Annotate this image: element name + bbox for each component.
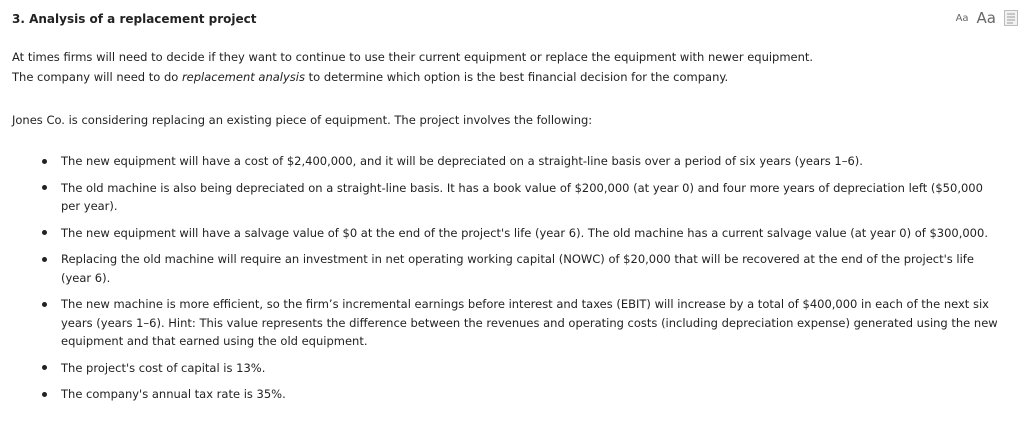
list-item-text: The project's cost of capital is 13%. bbox=[61, 360, 266, 375]
list-item-text: The company's annual tax rate is 35%. bbox=[61, 387, 286, 401]
intro-line-2 bbox=[12, 67, 1002, 87]
bullet-icon bbox=[42, 159, 47, 164]
toolbar bbox=[956, 10, 1018, 26]
bullet-icon bbox=[42, 185, 47, 190]
list-item bbox=[0, 152, 1000, 171]
bullet-icon bbox=[42, 257, 47, 262]
list-item-text: The new equipment will have a salvage value of $0 at the end of the project's life (year 6). The old machine has a current salvage value (at year 0) of $300,000. bbox=[61, 225, 988, 240]
intro-emphasis: replacement analysis bbox=[181, 70, 305, 84]
bullet-icon bbox=[42, 230, 47, 235]
increase-font-button[interactable]: Aa bbox=[976, 9, 996, 27]
project-details-list bbox=[0, 152, 1000, 412]
intro-line-2-start: The company will need to do bbox=[12, 70, 182, 84]
intro-paragraph bbox=[12, 47, 1002, 87]
document-lines-icon[interactable] bbox=[1004, 10, 1018, 26]
intro-line-2-end: to determine which option is the best financial decision for the company. bbox=[304, 70, 729, 84]
list-item bbox=[0, 224, 1000, 243]
list-item bbox=[0, 250, 1000, 287]
lead-sentence: Jones Co. is considering replacing an existing piece of equipment. The project involves the following: bbox=[12, 113, 593, 127]
bullet-icon bbox=[42, 302, 47, 307]
list-item bbox=[0, 179, 1000, 216]
intro-line-1: At times firms will need to decide if they want to continue to use their current equipment or replace the equipment with newer equipment. bbox=[12, 50, 814, 64]
list-item bbox=[0, 295, 1000, 351]
list-item bbox=[0, 385, 1000, 404]
decrease-font-button[interactable]: Aa bbox=[955, 13, 969, 24]
list-item-text: Replacing the old machine will require an investment in net operating working capital (NOWC) of $20,000 that will be recovered at the end of the project's life (year 6). bbox=[61, 252, 974, 285]
bullet-icon bbox=[42, 392, 47, 397]
list-item bbox=[0, 359, 1000, 378]
bullet-icon bbox=[42, 365, 47, 370]
list-item-text: The new machine is more efficient, so the firm’s incremental earnings before interest and taxes (EBIT) will increase by a total of $400,000 in each of the next six years (years 1–6). Hint: This value represents the difference between the revenues and operating costs (including depreciation expense) generated using the new equipment and that earned using the old equipment. bbox=[61, 297, 998, 348]
page-title: 3. Analysis of a replacement project bbox=[12, 12, 257, 26]
list-item-text: The old machine is also being depreciated on a straight-line basis. It has a book value of $200,000 (at year 0) and four more years of depreciation left ($50,000 per year). bbox=[61, 180, 983, 213]
list-item-text: The new equipment will have a cost of $2,400,000, and it will be depreciated on a straight-line basis over a period of six years (years 1–6). bbox=[61, 154, 863, 168]
